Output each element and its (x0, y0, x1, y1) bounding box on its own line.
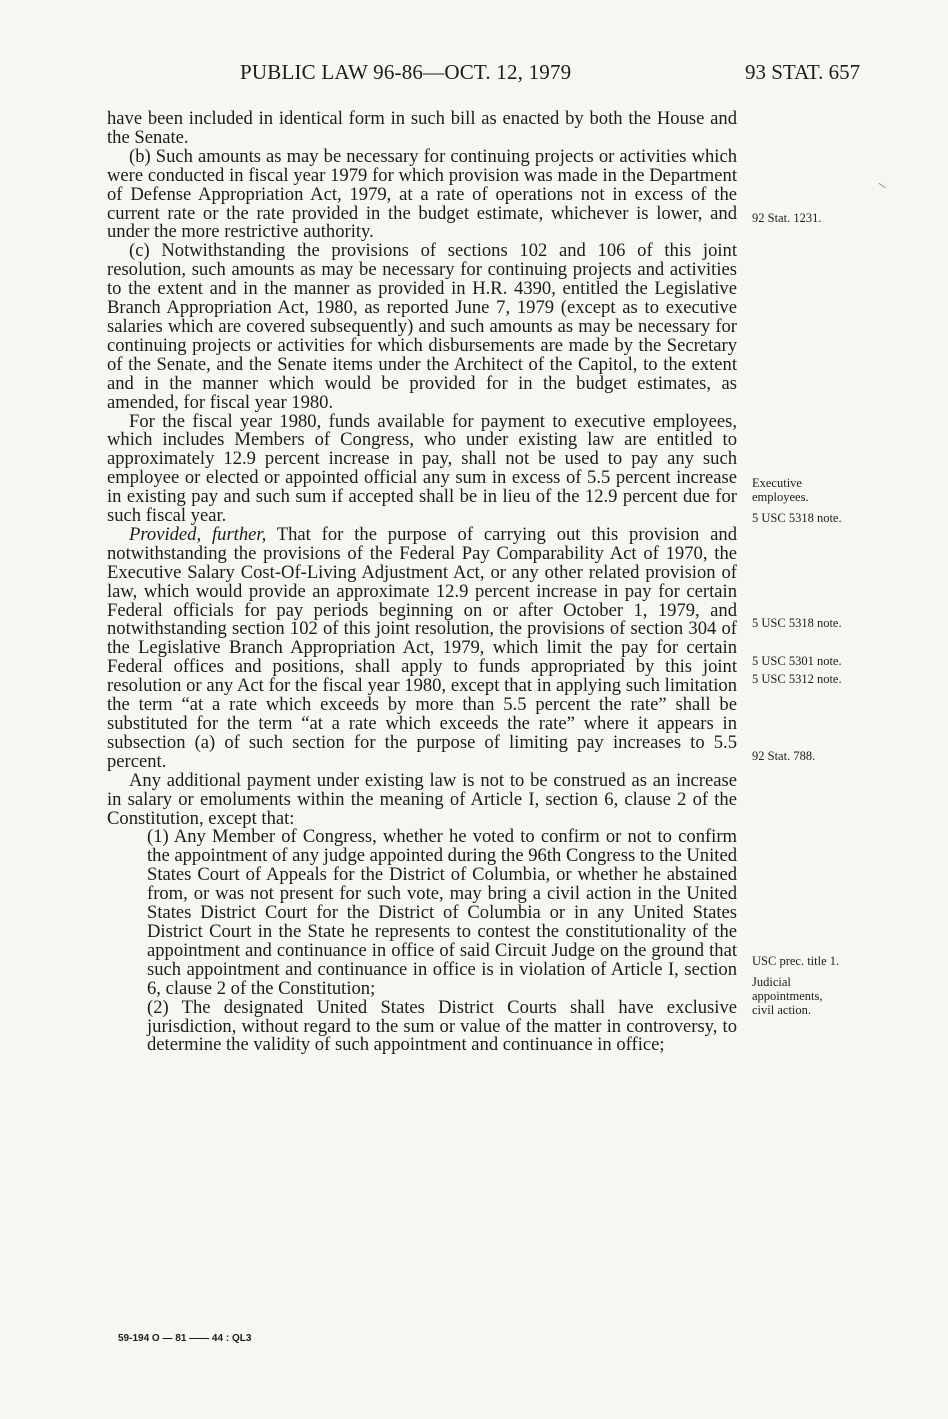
paragraph-executive-pay: For the fiscal year 1980, funds available for payment to executive employees, which includes Members of Congress, who under existing law are entitled to approximately 12.9 percent increase in pay, shall not be used to pay any such employee or elected or appointed official any sum in excess of 5.5 percent increase in existing pay and such sum if accepted shall be in lieu of the 12.9 percent due for such fiscal year. (107, 410, 737, 527)
main-text (107, 110, 737, 1055)
paragraph-additional-payment: Any additional payment under existing law is not to be construed as an increase in salary or emoluments within the meaning of Article I, section 6, clause 2 of the Constitution, except that: (107, 769, 737, 829)
proviso-italic: Provided, further, (129, 523, 267, 545)
margin-note-appointments: appointments, (752, 989, 823, 1003)
margin-note-5usc5312: 5 USC 5312 note. (752, 672, 842, 686)
margin-note-civil-action: civil action. (752, 1003, 812, 1017)
margin-note-92-stat-1231: 92 Stat. 1231. (752, 211, 822, 225)
paragraph-continuation: have been included in identical form in such bill as enacted by both the House and the Senate. (107, 108, 737, 148)
proviso-text: That for the purpose of carrying out this provision and notwithstanding the provisions of the Federal Pay Comparability Act of 1970, the Executive Salary Cost-Of-Living Adjustment Act, or any other related provision of law, which would provide an approximate 12.9 percent increase in pay for certain Federal officials for pay periods beginning on or after October 1, 1979, and notwithstanding section 102 of this joint resolution, the provisions of section 304 of the Legislative Branch Appropriation Act, 1979, which limit the pay for certain Federal offices and positions, shall apply to funds appropriated by this joint resolution or any Act for the fiscal year 1980, except that in applying such limitation the term “at a rate which exceeds by more than 5.5 percent the rate” shall be substituted for the term “at a rate which exceeds the rate” where it appears in subsection (a) of such section for the purpose of limiting pay increases to 5.5 percent. (107, 523, 737, 772)
margin-note-5usc5318-b: 5 USC 5318 note. (752, 616, 842, 630)
margin-note-executive: Executive (752, 476, 802, 490)
margin-note-judicial: Judicial (752, 975, 791, 989)
paragraph-b: (b) Such amounts as may be necessary for continuing projects or activities which were conducted in fiscal year 1979 for which provision was made in the Department of Defense Appropriation Act, 1979, at a rate of operations not in excess of the current rate or the rate provided in the budget estimate, whichever is lower, and under the more restrictive authority. (107, 145, 737, 243)
paragraph-proviso (107, 523, 737, 772)
page-header-title: PUBLIC LAW 96-86—OCT. 12, 1979 (240, 60, 572, 84)
stray-mark (878, 183, 885, 188)
margin-note-5usc5318-a: 5 USC 5318 note. (752, 511, 842, 525)
paragraph-item-1: (1) Any Member of Congress, whether he voted to confirm or not to confirm the appointment of any judge appointed during the 96th Congress to the United States Court of Appeals for the District of Columbia, or whether he abstained from, or was not present for such vote, may bring a civil action in the United States District Court for the District of Columbia or in any United States District Court in the State he represents to contest the constitutionality of the appointment and continuance in office of said Circuit Judge on the ground that such appointment and continuance in office is in violation of Article I, section 6, clause 2 of the Constitution; (147, 826, 737, 999)
margin-note-employees: employees. (752, 490, 809, 504)
margin-note-usc-prec-title-1: USC prec. title 1. (752, 954, 840, 968)
print-footer: 59-194 O — 81 —— 44 : QL3 (118, 1333, 252, 1344)
paragraph-item-2: (2) The designated United States District Courts shall have exclusive jurisdiction, without regard to the sum or value of the matter in controversy, to determine the validity of such appointment and continuance in office; (147, 996, 737, 1056)
paragraph-c: (c) Notwithstanding the provisions of sections 102 and 106 of this joint resolution, such amounts as may be necessary for continuing projects and activities to the extent and in the manner as provided in H.R. 4390, entitled the Legislative Branch Appropriation Act, 1980, as reported June 7, 1979 (except as to executive salaries which are covered subsequently) and such amounts as may be necessary for continuing projects or activities for which disbursements are made by the Secretary of the Senate, and the Senate items under the Architect of the Capitol, to the extent and in the manner which would be provided for in the budget estimates, as amended, for fiscal year 1980. (107, 240, 737, 413)
margin-note-92-stat-788: 92 Stat. 788. (752, 749, 816, 763)
page-header-stat-ref: 93 STAT. 657 (745, 60, 861, 84)
margin-note-5usc5301: 5 USC 5301 note. (752, 654, 842, 668)
